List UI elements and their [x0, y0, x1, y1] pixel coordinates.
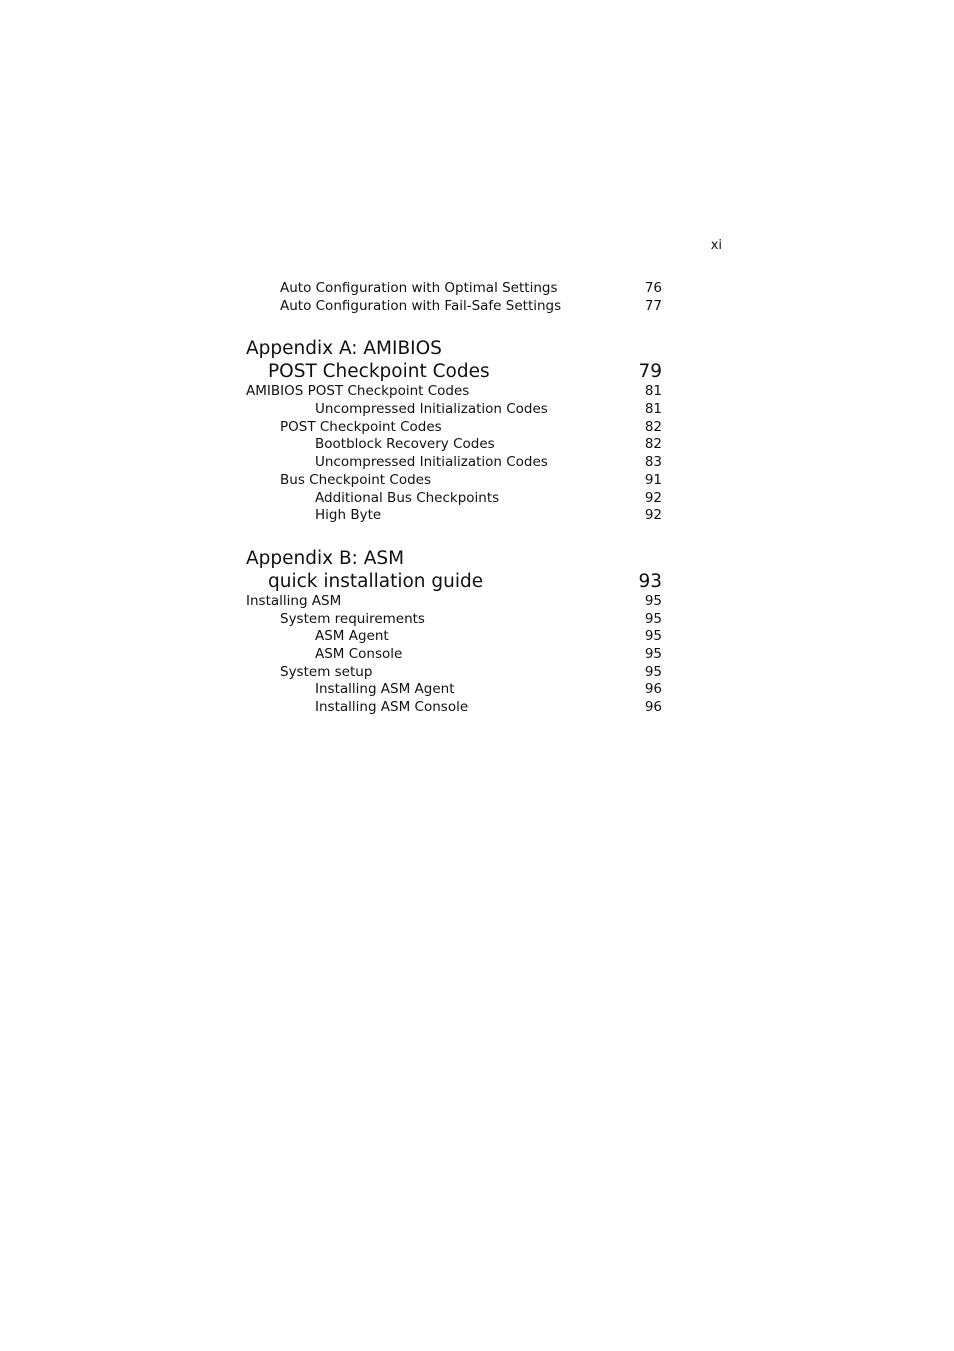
table-of-contents	[246, 280, 662, 717]
appendix-a-title-line1: Appendix A: AMIBIOS	[246, 338, 442, 360]
toc-entry-title: POST Checkpoint Codes	[280, 418, 442, 435]
toc-entry-title: AMIBIOS POST Checkpoint Codes	[246, 383, 470, 400]
toc-entry-title: Installing ASM	[246, 592, 342, 609]
toc-entry-title: Uncompressed Initialization Codes	[315, 401, 548, 418]
toc-entry-page: 95	[644, 610, 662, 627]
toc-entry[interactable]	[246, 383, 662, 401]
page-number: xi	[710, 238, 722, 253]
toc-entry[interactable]	[246, 490, 662, 508]
toc-entry[interactable]	[246, 646, 662, 664]
toc-entry[interactable]	[246, 628, 662, 646]
toc-entry-page: 81	[644, 383, 662, 400]
toc-entry-title: Additional Bus Checkpoints	[315, 489, 500, 506]
toc-entry-page: 95	[644, 663, 662, 680]
appendix-b-title-line2: quick installation guide	[268, 570, 484, 592]
appendix-b-page: 93	[638, 570, 662, 592]
toc-entry-page: 95	[644, 592, 662, 609]
toc-entry-page: 95	[644, 645, 662, 662]
appendix-a-heading[interactable]	[246, 337, 662, 383]
toc-entry-title: ASM Console	[315, 645, 403, 662]
toc-entry[interactable]	[246, 593, 662, 611]
toc-entry-page: 91	[644, 471, 662, 488]
toc-entry-page: 76	[644, 280, 662, 296]
toc-entry-title: Installing ASM Agent	[315, 681, 455, 698]
toc-entry-title: Bus Checkpoint Codes	[280, 471, 431, 488]
toc-entry-title: Auto Configuration with Fail-Safe Settings	[280, 297, 562, 314]
appendix-b-title-line1: Appendix B: ASM	[246, 547, 405, 569]
toc-entry-page: 82	[644, 418, 662, 435]
toc-entry-page: 83	[644, 454, 662, 471]
toc-entry[interactable]	[246, 507, 662, 525]
appendix-a-page: 79	[638, 361, 662, 383]
toc-entry[interactable]	[246, 472, 662, 490]
toc-entry-page: 82	[644, 436, 662, 453]
toc-entry[interactable]	[246, 699, 662, 717]
toc-entry[interactable]	[246, 280, 662, 298]
appendix-b-heading[interactable]	[246, 547, 662, 593]
toc-entry-title: ASM Agent	[315, 628, 389, 645]
toc-entry[interactable]	[246, 454, 662, 472]
toc-entry-title: System setup	[280, 663, 373, 680]
toc-entry[interactable]	[246, 401, 662, 419]
toc-entry[interactable]	[246, 436, 662, 454]
toc-entry-page: 92	[644, 489, 662, 506]
toc-entry-page: 96	[644, 681, 662, 698]
toc-entry-page: 95	[644, 628, 662, 645]
toc-entry[interactable]	[246, 298, 662, 316]
toc-entry[interactable]	[246, 419, 662, 437]
toc-entry-title: Uncompressed Initialization Codes	[315, 454, 548, 471]
toc-entry-title: Bootblock Recovery Codes	[315, 436, 495, 453]
toc-entry-page: 92	[644, 507, 662, 524]
toc-entry-page: 81	[644, 401, 662, 418]
toc-entry[interactable]	[246, 664, 662, 682]
toc-entry-title: Installing ASM Console	[315, 699, 469, 715]
toc-entry-page: 77	[644, 297, 662, 314]
toc-entry[interactable]	[246, 611, 662, 629]
toc-entry[interactable]	[246, 681, 662, 699]
toc-entry-title: System requirements	[280, 610, 425, 627]
toc-entry-title: Auto Configuration with Optimal Settings	[280, 280, 558, 296]
toc-entry-page: 96	[644, 699, 662, 715]
appendix-a-title-line2: POST Checkpoint Codes	[268, 361, 490, 383]
toc-entry-title: High Byte	[315, 507, 382, 524]
